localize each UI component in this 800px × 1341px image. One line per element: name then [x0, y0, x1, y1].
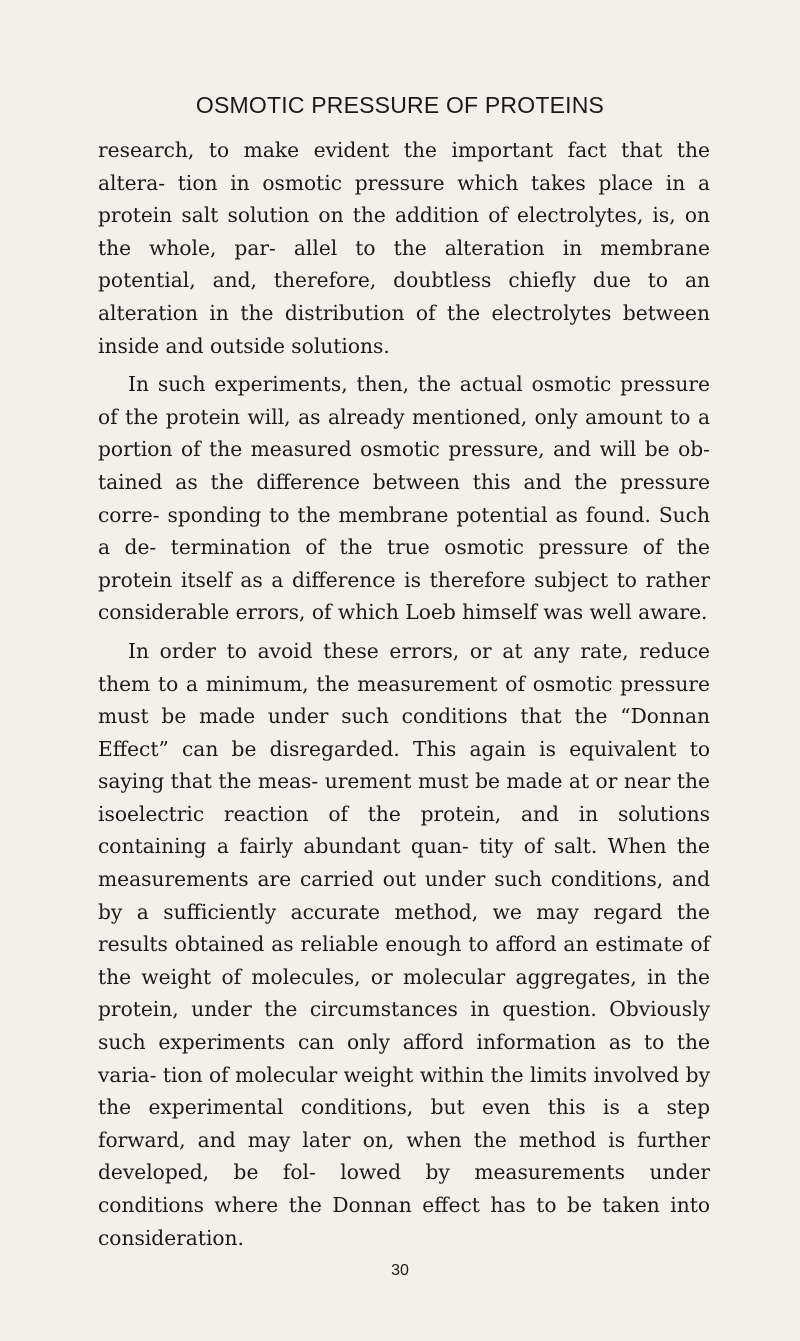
- paragraph-2: In such experiments, then, the actual osmotic pressure of the protein will, as already mentioned, only amount to a portion of the measured osmotic pressure, and will be ob- tained as the difference between this and the pressure corre- sponding to the membrane potential as found. Such a de- termination of the true osmotic pressure of the protein itself as a difference is therefore subject to rather considerable errors, of which Loeb himself was well aware.: [98, 372, 710, 625]
- page-number: 30: [391, 1262, 409, 1279]
- paragraph-1: research, to make evident the important fact that the altera- tion in osmotic pressure which takes place in a protein salt solution on the addition of electrolytes, is, on the whole, par- allel to the alteration in membrane potential, and, therefore, doubtless chiefly due to an alteration in the distribution of the electrolytes between inside and outside solutions.: [98, 138, 710, 358]
- paragraph-3: In order to avoid these errors, or at any rate, reduce them to a minimum, the measurement of osmotic pressure must be made under such conditions that the “Donnan Effect” can be disregarded. This again is equivalent to saying that the meas- urement must be made at or near the isoelectric reaction of the protein, and in solutions containing a fairly abundant quan- tity of salt. When the measurements are carried out under such conditions, and by a sufficiently accurate method, we may regard the results obtained as reliable enough to afford an estimate of the weight of molecules, or molecular aggregates, in the protein, under the circumstances in question. Obviously such experiments can only afford information as to the varia- tion of molecular weight within the limits involved by the experimental conditions, but even this is a step forward, and may later on, when the method is further developed, be fol- lowed by measurements under conditions where the Donnan effect has to be taken into consideration.: [98, 638, 710, 1250]
- running-head: OSMOTIC PRESSURE OF PROTEINS: [195, 92, 605, 118]
- body-text: [98, 134, 710, 1254]
